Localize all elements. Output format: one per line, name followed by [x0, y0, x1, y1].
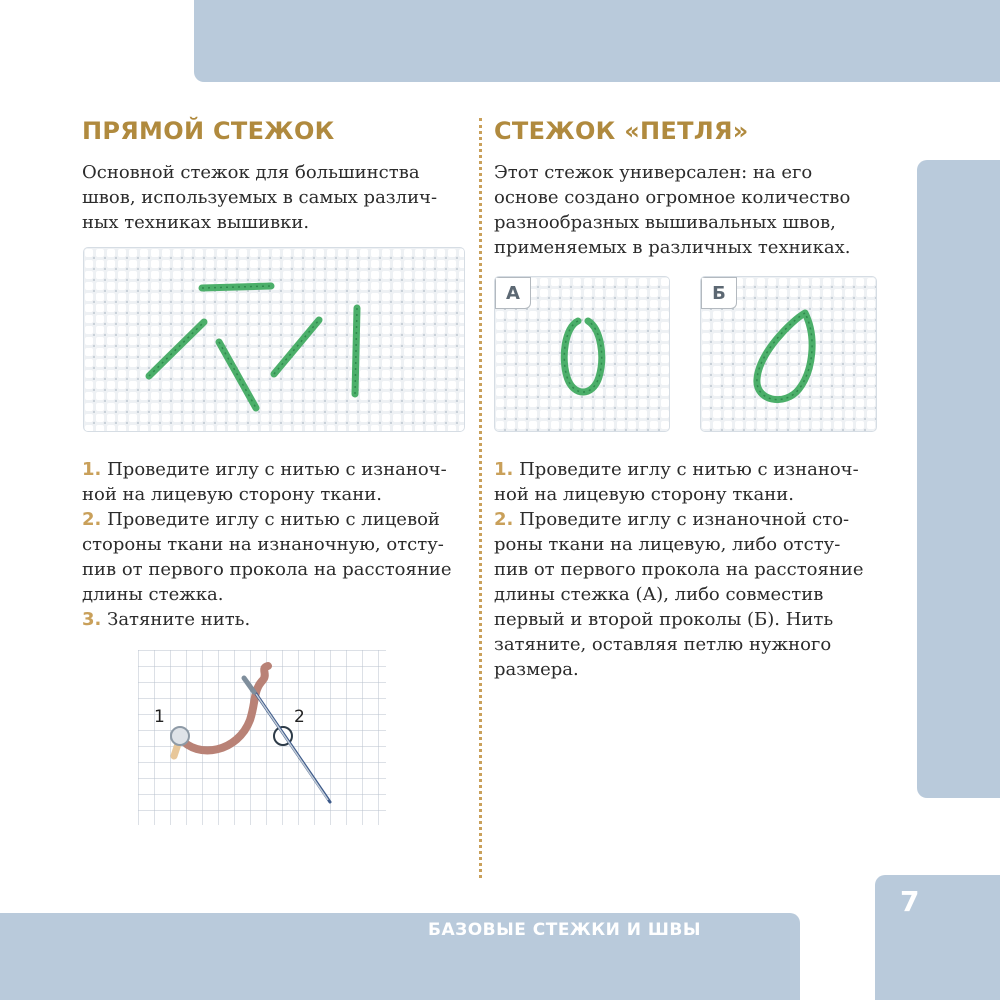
- straight-stitch-section: [82, 112, 467, 235]
- loop-stitch-section: [494, 112, 889, 260]
- puncture-point-1: [171, 727, 189, 745]
- step-number: 3.: [82, 609, 102, 630]
- step-text: Затяните нить.: [107, 609, 251, 630]
- straight-stitch-steps: [82, 457, 472, 632]
- column-divider: [479, 118, 482, 878]
- photo-label-b: Б: [701, 277, 737, 309]
- intro-text: [494, 160, 889, 260]
- point-label-1: 1: [154, 707, 165, 727]
- step-text: роны ткани на лицевую, либо отсту-: [494, 534, 841, 555]
- step-number: 2.: [494, 509, 514, 530]
- photo-label-a: А: [495, 277, 531, 309]
- loop-stitch-steps: [494, 457, 889, 682]
- intro-text: [82, 160, 467, 235]
- intro-line: Основной стежок для большинства: [82, 162, 420, 183]
- intro-line: швов, используемых в самых различ-: [82, 187, 438, 208]
- point-label-2: 2: [294, 707, 305, 727]
- page-number: 7: [900, 885, 920, 918]
- step-text: Проведите иглу с изнаночной сто-: [519, 509, 850, 530]
- intro-line: Этот стежок универсален: на его: [494, 162, 813, 183]
- step-text: Проведите иглу с нитью с изнаноч-: [107, 459, 447, 480]
- step-number: 1.: [494, 459, 514, 480]
- intro-line: применяемых в различных техниках.: [494, 237, 851, 258]
- step-text: ной на лицевую сторону ткани.: [494, 484, 794, 505]
- loop-photo-b: [700, 276, 877, 432]
- step-text: Проведите иглу с нитью с изнаноч-: [519, 459, 859, 480]
- needle-diagram: [138, 650, 388, 830]
- top-band: [194, 0, 1000, 82]
- step-text: Проведите иглу с нитью с лицевой: [107, 509, 440, 530]
- step-text: ной на лицевую сторону ткани.: [82, 484, 382, 505]
- step-text: стороны ткани на изнаночную, отсту-: [82, 534, 444, 555]
- section-title: БАЗОВЫЕ СТЕЖКИ И ШВЫ: [428, 920, 702, 940]
- step-text: размера.: [494, 659, 579, 680]
- step-number: 1.: [82, 459, 102, 480]
- page-number-box: [875, 875, 1000, 1000]
- section-heading: ПРЯМОЙ СТЕЖОК: [82, 117, 335, 145]
- loop-photo-a: [494, 276, 670, 432]
- step-text: затяните, оставляя петлю нужного: [494, 634, 832, 655]
- step-text: длины стежка.: [82, 584, 224, 605]
- step-text: пив от первого прокола на расстояние: [494, 559, 864, 580]
- step-text: пив от первого прокола на расстояние: [82, 559, 452, 580]
- intro-line: основе создано огромное количество: [494, 187, 851, 208]
- straight-stitch-photo: [83, 247, 465, 432]
- stitch-line: [202, 286, 271, 288]
- step-number: 2.: [82, 509, 102, 530]
- step-text: длины стежка (А), либо совместив: [494, 584, 824, 605]
- intro-line: разнообразных вышивальных швов,: [494, 212, 836, 233]
- step-text: первый и второй проколы (Б). Нить: [494, 609, 834, 630]
- section-heading: СТЕЖОК «ПЕТЛЯ»: [494, 117, 749, 145]
- side-band: [917, 160, 1000, 798]
- intro-line: ных техниках вышивки.: [82, 212, 310, 233]
